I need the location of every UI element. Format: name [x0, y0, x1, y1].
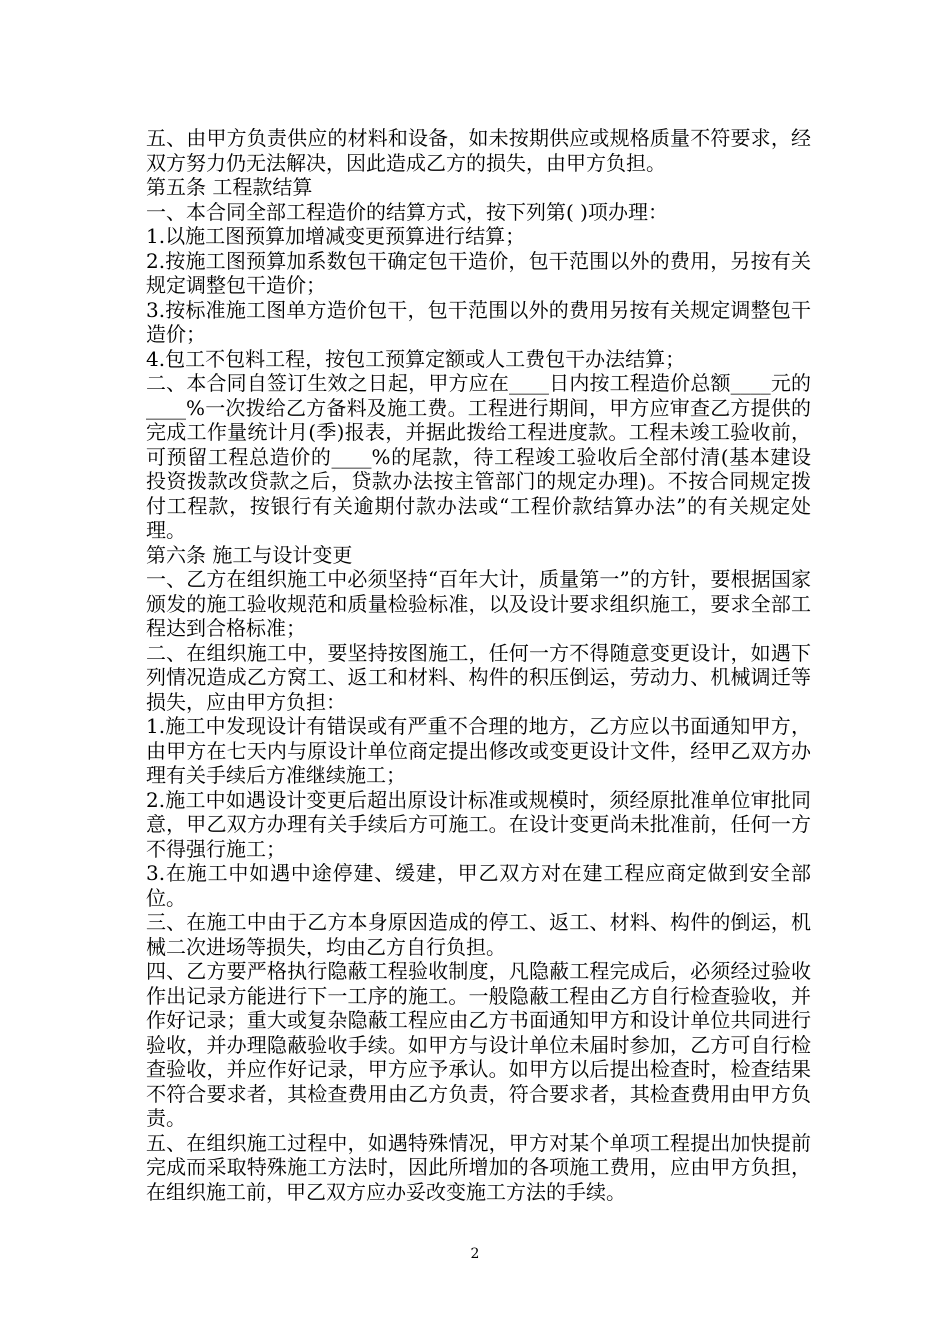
document-body [146, 126, 811, 1204]
list-item: 2.按施工图预算加系数包干确定包干造价，包干范围以外的费用，另按有关规定调整包干造价； [146, 248, 811, 297]
list-item: 4.包工不包料工程，按包工预算定额或人工费包干办法结算； [146, 346, 686, 371]
section-heading: 第六条 施工与设计变更 [146, 542, 353, 567]
list-item: 2.施工中如遇设计变更后超出原设计标准或规模时，须经原批准单位审批同意，甲乙双方办理有关手续后方可施工。在设计变更尚未批准前，任何一方不得强行施工； [146, 787, 811, 861]
paragraph: 五、在组织施工过程中，如遇特殊情况，甲方对某个单项工程提出加快提前完成而采取特殊施工方法时，因此所增加的各项施工费用，应由甲方负担，在组织施工前，甲乙双方应办妥改变施工方法的手续。 [146, 1130, 811, 1204]
list-item: 1.施工中发现设计有错误或有严重不合理的地方，乙方应以书面通知甲方，由甲方在七天内与原设计单位商定提出修改或变更设计文件，经甲乙双方办理有关手续后方准继续施工； [146, 714, 811, 787]
paragraph: 一、乙方在组织施工中必须坚持“百年大计，质量第一”的方针，要根据国家颁发的施工验收规范和质量检验标准，以及设计要求组织施工，要求全部工程达到合格标准； [146, 567, 811, 640]
paragraph: 四、乙方要严格执行隐蔽工程验收制度，凡隐蔽工程完成后，必须经过验收作出记录方能进行下一工序的施工。一般隐蔽工程由乙方自行检查验收，并作好记录；重大或复杂隐蔽工程应由乙方书面通知甲方和设计单位共同进行验收，并办理隐蔽验收手续。如甲方与设计单位未届时参加，乙方可自行检查验收，并应作好记录，甲方应予承认。如甲方以后提出检查时，检查结果不符合要求者，其检查费用由乙方负责，符合要求者，其检查费用由甲方负责。 [146, 959, 811, 1130]
list-item: 3.在施工中如遇中途停建、缓建，甲乙双方对在建工程应商定做到安全部位。 [146, 861, 811, 910]
paragraph: 二、在组织施工中，要坚持按图施工，任何一方不得随意变更设计，如遇下列情况造成乙方窝工、返工和材料、构件的积压倒运，劳动力、机械调迁等损失，应由甲方负担： [146, 640, 811, 714]
page-number: 2 [470, 1246, 480, 1262]
paragraph: 二、本合同自签订生效之日起，甲方应在____日内按工程造价总额____元的____%一次拨给乙方备料及施工费。工程进行期间，甲方应审查乙方提供的完成工作量统计月(季)报表，并据此拨给工程进度款。工程未竣工验收前，可预留工程总造价的____%的尾款，待工程竣工验收后全部付清(基本建设投资拨款改贷款之后，贷款办法按主管部门的规定办理)。不按合同规定拨付工程款，按银行有关逾期付款办法或“工程价款结算办法”的有关规定处理。 [146, 371, 811, 542]
list-item: 3.按标准施工图单方造价包干，包干范围以外的费用另按有关规定调整包干造价； [146, 297, 811, 346]
paragraph: 三、在施工中由于乙方本身原因造成的停工、返工、材料、构件的倒运，机械二次进场等损失，均由乙方自行负担。 [146, 910, 811, 959]
paragraph: 一、本合同全部工程造价的结算方式，按下列第( )项办理： [146, 199, 668, 224]
paragraph: 五、由甲方负责供应的材料和设备，如未按期供应或规格质量不符要求，经双方努力仍无法解决，因此造成乙方的损失，由甲方负担。 [146, 126, 811, 175]
list-item: 1.以施工图预算加增减变更预算进行结算； [146, 224, 526, 248]
section-heading: 第五条 工程款结算 [146, 175, 313, 199]
